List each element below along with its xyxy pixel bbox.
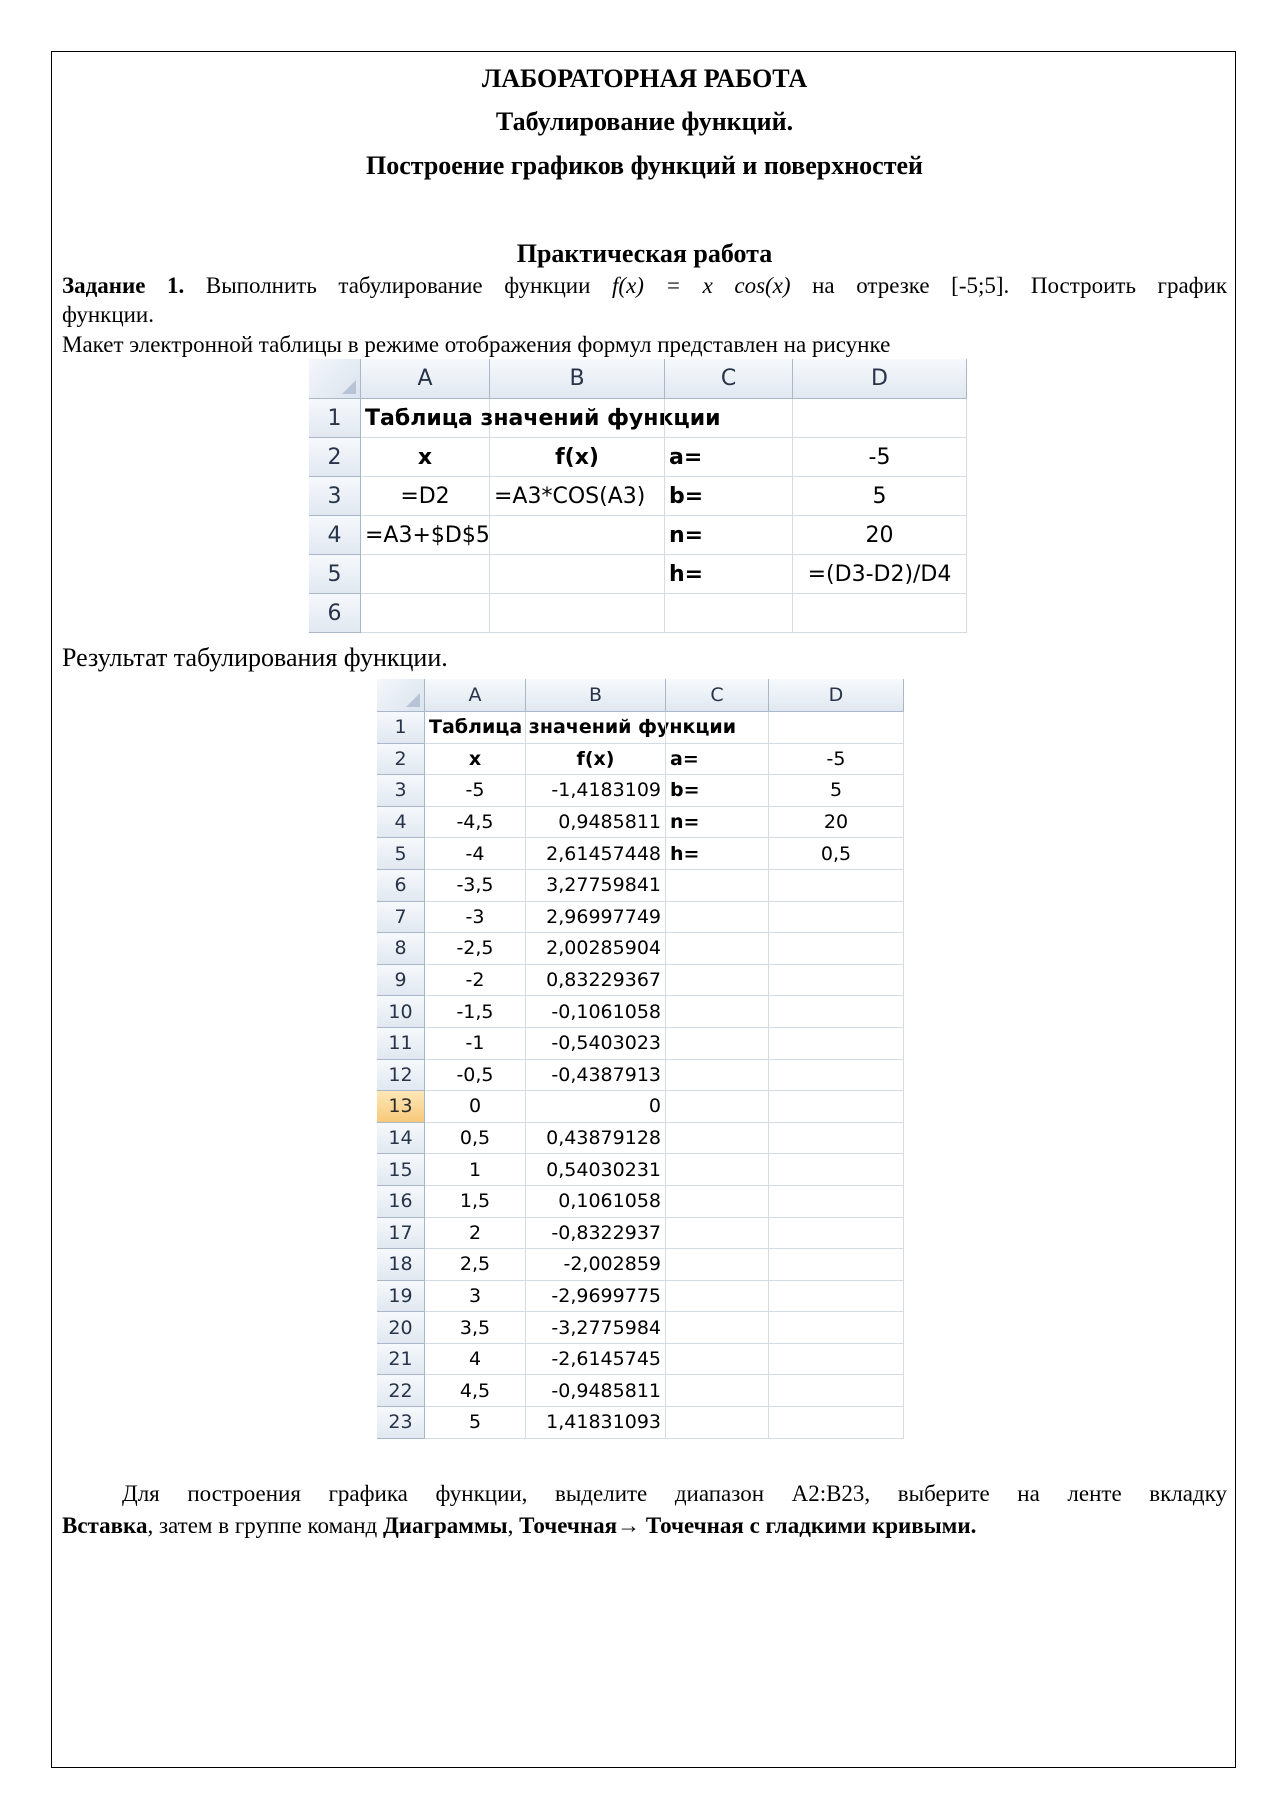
- cell-a[interactable]: 0: [425, 1091, 526, 1123]
- instructions-line-2: [62, 1512, 1227, 1540]
- cell-c[interactable]: b=: [665, 477, 793, 516]
- cell-c[interactable]: a=: [666, 744, 769, 776]
- cell-a[interactable]: Таблица значений функции: [361, 399, 490, 438]
- result-spreadsheet: [377, 679, 904, 1439]
- sheet-row: [377, 1375, 904, 1407]
- sheet-row: [377, 1312, 904, 1344]
- cell-c[interactable]: [666, 1060, 769, 1092]
- cell-b[interactable]: [490, 399, 665, 438]
- cell-c[interactable]: h=: [666, 838, 769, 870]
- cell-b[interactable]: 0,9485811: [526, 807, 666, 839]
- cell-b[interactable]: 0,43879128: [526, 1123, 666, 1155]
- cell-b[interactable]: 1,41831093: [526, 1407, 666, 1439]
- task-label: Задание 1.: [62, 273, 185, 298]
- layout-note: Макет электронной таблицы в режиме отображения формул представлен на рисунке: [62, 332, 891, 357]
- row-header[interactable]: 20: [377, 1312, 425, 1344]
- cell-a[interactable]: -4,5: [425, 807, 526, 839]
- row-header[interactable]: 7: [377, 902, 425, 934]
- cell-d[interactable]: [769, 1060, 904, 1092]
- cell-b[interactable]: -0,5403023: [526, 1028, 666, 1060]
- cell-b[interactable]: -1,4183109: [526, 775, 666, 807]
- cell-d[interactable]: [769, 1407, 904, 1439]
- cell-b[interactable]: -0,4387913: [526, 1060, 666, 1092]
- cell-a[interactable]: [361, 594, 490, 633]
- cell-a[interactable]: 3,5: [425, 1312, 526, 1344]
- cell-b[interactable]: -0,8322937: [526, 1218, 666, 1250]
- row-header[interactable]: 14: [377, 1123, 425, 1155]
- cell-d[interactable]: [769, 996, 904, 1028]
- sheet-row: [377, 1091, 904, 1123]
- row-header[interactable]: 2: [309, 438, 361, 477]
- sheet-row: [377, 1028, 904, 1060]
- sheet-row: [377, 1154, 904, 1186]
- cell-b[interactable]: -2,002859: [526, 1249, 666, 1281]
- row-header[interactable]: 12: [377, 1060, 425, 1092]
- cell-c[interactable]: [666, 712, 769, 744]
- cell-b[interactable]: 2,61457448: [526, 838, 666, 870]
- cell-b[interactable]: [490, 516, 665, 555]
- sheet-row: [377, 965, 904, 997]
- row-header[interactable]: 1: [309, 399, 361, 438]
- row-header[interactable]: 10: [377, 996, 425, 1028]
- row-header[interactable]: 17: [377, 1218, 425, 1250]
- cell-b[interactable]: 0,54030231: [526, 1154, 666, 1186]
- cell-a[interactable]: 1: [425, 1154, 526, 1186]
- task-text-before: Выполнить табулирование функции: [205, 273, 591, 298]
- cell-a[interactable]: -2: [425, 965, 526, 997]
- cell-d[interactable]: [769, 1028, 904, 1060]
- cell-d[interactable]: 5: [793, 477, 967, 516]
- cell-c[interactable]: [666, 1344, 769, 1376]
- row-header[interactable]: 8: [377, 933, 425, 965]
- sheet-row: [309, 477, 967, 516]
- cell-a[interactable]: 4,5: [425, 1375, 526, 1407]
- sheet-row: [377, 1186, 904, 1218]
- sheet-row: [309, 594, 967, 633]
- row-header[interactable]: 13: [377, 1091, 425, 1123]
- cell-a[interactable]: x: [361, 438, 490, 477]
- row-header[interactable]: 16: [377, 1186, 425, 1218]
- sheet-row: [377, 807, 904, 839]
- sheet-row: [377, 933, 904, 965]
- cell-d[interactable]: [769, 1186, 904, 1218]
- select-all-corner[interactable]: [377, 679, 425, 712]
- cell-d[interactable]: [793, 399, 967, 438]
- cell-a[interactable]: =A3+$D$5: [361, 516, 490, 555]
- sheet-row: [309, 438, 967, 477]
- column-header[interactable]: D: [793, 359, 967, 399]
- sheet-row: [377, 1344, 904, 1376]
- section-title: Практическая работа: [516, 239, 773, 268]
- cell-c[interactable]: [666, 1312, 769, 1344]
- menu-charts: Диаграммы: [382, 1513, 508, 1538]
- cell-b[interactable]: 0,1061058: [526, 1186, 666, 1218]
- row-header[interactable]: 15: [377, 1154, 425, 1186]
- sheet-row: [377, 1281, 904, 1313]
- row-header[interactable]: 2: [377, 744, 425, 776]
- cell-b[interactable]: 0,83229367: [526, 965, 666, 997]
- row-header[interactable]: 21: [377, 1344, 425, 1376]
- cell-d[interactable]: [769, 1281, 904, 1313]
- cell-d[interactable]: [769, 902, 904, 934]
- sheet-row: [377, 996, 904, 1028]
- doc-title: ЛАБОРАТОРНАЯ РАБОТА: [481, 64, 808, 93]
- task-formula: f(x) = x cos(x): [612, 273, 791, 298]
- cell-d[interactable]: [769, 1218, 904, 1250]
- cell-d[interactable]: [769, 712, 904, 744]
- sheet-row: [377, 902, 904, 934]
- cell-c[interactable]: a=: [665, 438, 793, 477]
- row-header[interactable]: 18: [377, 1249, 425, 1281]
- sheet-row: [377, 744, 904, 776]
- cell-a[interactable]: 5: [425, 1407, 526, 1439]
- row-header[interactable]: 3: [377, 775, 425, 807]
- row-header[interactable]: 6: [309, 594, 361, 633]
- sheet-row: [377, 1218, 904, 1250]
- cell-c[interactable]: [666, 870, 769, 902]
- cell-d[interactable]: [769, 1344, 904, 1376]
- cell-a[interactable]: -4: [425, 838, 526, 870]
- cell-a[interactable]: -1,5: [425, 996, 526, 1028]
- cell-a[interactable]: -0,5: [425, 1060, 526, 1092]
- cell-d[interactable]: [769, 1249, 904, 1281]
- doc-subtitle-1: Табулирование функций.: [495, 107, 794, 136]
- row-header[interactable]: 22: [377, 1375, 425, 1407]
- cell-d[interactable]: 0,5: [769, 838, 904, 870]
- sheet-row: [377, 1407, 904, 1439]
- cell-c[interactable]: [666, 1028, 769, 1060]
- cell-d[interactable]: -5: [769, 744, 904, 776]
- cell-b[interactable]: 3,27759841: [526, 870, 666, 902]
- task-paragraph: [62, 272, 1227, 300]
- cell-a[interactable]: 1,5: [425, 1186, 526, 1218]
- cell-d[interactable]: =(D3-D2)/D4: [793, 555, 967, 594]
- row-header[interactable]: 9: [377, 965, 425, 997]
- cell-d[interactable]: [769, 1375, 904, 1407]
- cell-a[interactable]: 3: [425, 1281, 526, 1313]
- row-header[interactable]: 23: [377, 1407, 425, 1439]
- sheet-row: [377, 838, 904, 870]
- sheet-row: [377, 870, 904, 902]
- cell-b[interactable]: 2,96997749: [526, 902, 666, 934]
- cell-a[interactable]: 2: [425, 1218, 526, 1250]
- column-header[interactable]: C: [665, 359, 793, 399]
- sheet-row: [377, 1060, 904, 1092]
- cell-d[interactable]: [769, 1123, 904, 1155]
- cell-c[interactable]: [666, 1123, 769, 1155]
- cell-c[interactable]: [666, 996, 769, 1028]
- cell-b[interactable]: -2,6145745: [526, 1344, 666, 1376]
- arrow-icon: →: [617, 1513, 641, 1538]
- cell-c[interactable]: [666, 933, 769, 965]
- cell-c[interactable]: [665, 399, 793, 438]
- cell-c[interactable]: [666, 1186, 769, 1218]
- cell-c[interactable]: [666, 1249, 769, 1281]
- column-header[interactable]: D: [769, 679, 904, 712]
- cell-c[interactable]: [666, 1375, 769, 1407]
- result-label: Результат табулирования функции.: [62, 643, 448, 672]
- row-header[interactable]: 4: [309, 516, 361, 555]
- cell-b[interactable]: [490, 594, 665, 633]
- instructions-line-1: Для построения графика функции, выделите диапазон A2:B23, выберите на ленте вкладку: [122, 1481, 1227, 1506]
- cell-a[interactable]: Таблица значений функции: [425, 712, 526, 744]
- sheet-row: [309, 555, 967, 594]
- cell-a[interactable]: -3: [425, 902, 526, 934]
- row-header[interactable]: 5: [377, 838, 425, 870]
- cell-b[interactable]: [526, 712, 666, 744]
- sheet-row: [309, 516, 967, 555]
- cell-c[interactable]: [666, 1154, 769, 1186]
- cell-d[interactable]: 20: [793, 516, 967, 555]
- sheet-row: [309, 399, 967, 438]
- cell-b[interactable]: -3,2775984: [526, 1312, 666, 1344]
- cell-b[interactable]: -2,9699775: [526, 1281, 666, 1313]
- row-header[interactable]: 3: [309, 477, 361, 516]
- task-line-2: функции.: [62, 302, 154, 327]
- select-all-corner[interactable]: [309, 359, 361, 399]
- cell-c[interactable]: [666, 1218, 769, 1250]
- cell-b[interactable]: -0,9485811: [526, 1375, 666, 1407]
- formula-spreadsheet: [309, 359, 967, 633]
- row-header[interactable]: 4: [377, 807, 425, 839]
- row-header[interactable]: 11: [377, 1028, 425, 1060]
- menu-scatter-smooth: Точечная с гладкими кривыми.: [640, 1513, 977, 1538]
- cell-b[interactable]: [490, 555, 665, 594]
- cell-b[interactable]: f(x): [490, 438, 665, 477]
- doc-subtitle-2: Построение графиков функций и поверхностей: [365, 151, 924, 180]
- cell-b[interactable]: f(x): [526, 744, 666, 776]
- sheet-row: [377, 1123, 904, 1155]
- cell-a[interactable]: 2,5: [425, 1249, 526, 1281]
- cell-a[interactable]: =D2: [361, 477, 490, 516]
- cell-c[interactable]: [666, 902, 769, 934]
- cell-a[interactable]: -3,5: [425, 870, 526, 902]
- cell-c[interactable]: [665, 594, 793, 633]
- sheet-row: [377, 712, 904, 744]
- row-header[interactable]: 19: [377, 1281, 425, 1313]
- task-text-after: на отрезке [-5;5]. Построить график: [812, 273, 1228, 298]
- cell-a[interactable]: -1: [425, 1028, 526, 1060]
- cell-d[interactable]: -5: [793, 438, 967, 477]
- column-header-row: [309, 359, 967, 399]
- cell-a[interactable]: x: [425, 744, 526, 776]
- cell-c[interactable]: n=: [665, 516, 793, 555]
- instr-text: , затем в группе команд: [147, 1513, 383, 1538]
- cell-a[interactable]: -2,5: [425, 933, 526, 965]
- cell-a[interactable]: [361, 555, 490, 594]
- column-header[interactable]: C: [666, 679, 769, 712]
- row-header[interactable]: 1: [377, 712, 425, 744]
- cell-d[interactable]: [769, 1154, 904, 1186]
- cell-d[interactable]: [769, 965, 904, 997]
- cell-d[interactable]: [793, 594, 967, 633]
- column-header-row: [377, 679, 904, 712]
- cell-d[interactable]: 20: [769, 807, 904, 839]
- cell-c[interactable]: [666, 965, 769, 997]
- cell-b[interactable]: 0: [526, 1091, 666, 1123]
- cell-c[interactable]: h=: [665, 555, 793, 594]
- instr-text: ,: [507, 1513, 520, 1538]
- cell-d[interactable]: 5: [769, 775, 904, 807]
- cell-a[interactable]: 4: [425, 1344, 526, 1376]
- cell-c[interactable]: [666, 1281, 769, 1313]
- cell-b[interactable]: 2,00285904: [526, 933, 666, 965]
- cell-b[interactable]: =A3*COS(A3): [490, 477, 665, 516]
- column-header[interactable]: A: [425, 679, 526, 712]
- cell-d[interactable]: [769, 1312, 904, 1344]
- cell-c[interactable]: [666, 1407, 769, 1439]
- column-header[interactable]: B: [490, 359, 665, 399]
- cell-c[interactable]: b=: [666, 775, 769, 807]
- cell-a[interactable]: -5: [425, 775, 526, 807]
- sheet-row: [377, 775, 904, 807]
- cell-b[interactable]: -0,1061058: [526, 996, 666, 1028]
- row-header[interactable]: 6: [377, 870, 425, 902]
- cell-d[interactable]: [769, 933, 904, 965]
- cell-d[interactable]: [769, 870, 904, 902]
- menu-insert: Вставка: [62, 1513, 148, 1538]
- menu-scatter: Точечная: [519, 1513, 618, 1538]
- cell-c[interactable]: n=: [666, 807, 769, 839]
- cell-d[interactable]: [769, 1091, 904, 1123]
- cell-c[interactable]: [666, 1091, 769, 1123]
- cell-a[interactable]: 0,5: [425, 1123, 526, 1155]
- row-header[interactable]: 5: [309, 555, 361, 594]
- sheet-row: [377, 1249, 904, 1281]
- column-header[interactable]: B: [526, 679, 666, 712]
- column-header[interactable]: A: [361, 359, 490, 399]
